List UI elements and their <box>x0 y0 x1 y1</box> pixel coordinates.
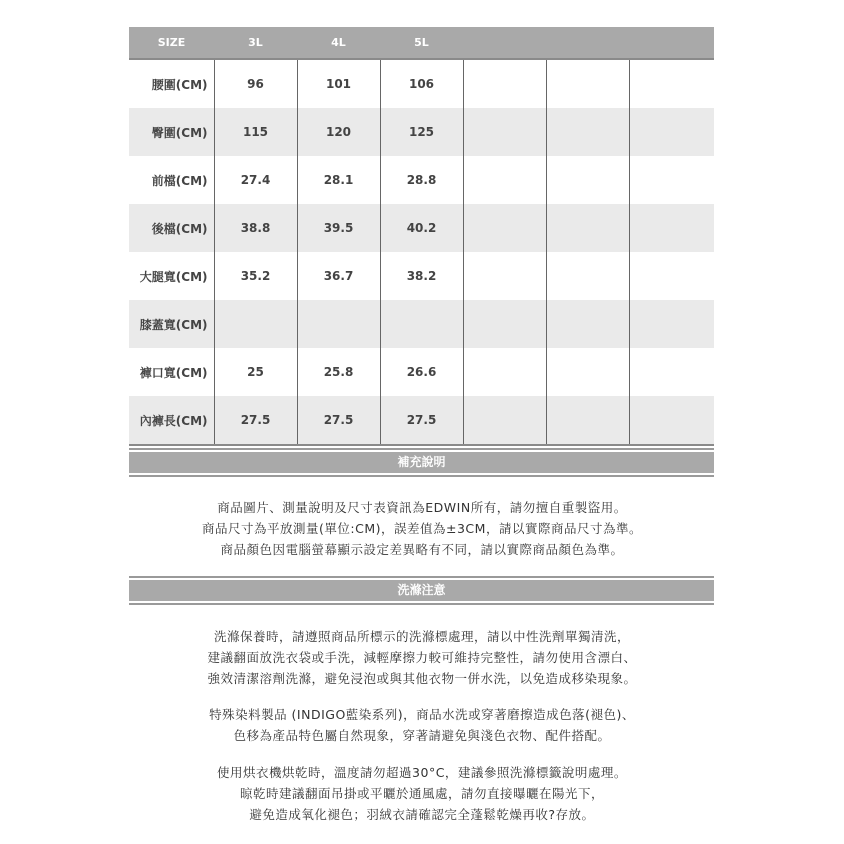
cell-empty <box>629 252 714 300</box>
cell-value: 120 <box>297 108 380 156</box>
cell-empty <box>463 108 546 156</box>
washing-line: 使用烘衣機烘乾時，溫度請勿超過30°C，建議參照洗滌標籤說明處理。 <box>217 765 627 780</box>
cell-value: 38.2 <box>380 252 463 300</box>
cell-empty <box>546 156 629 204</box>
cell-value: 26.6 <box>380 348 463 396</box>
cell-value: 36.7 <box>297 252 380 300</box>
header-empty <box>546 27 629 59</box>
washing-line: 避免造成氧化褪色；羽絨衣請確認完全蓬鬆乾燥再收?存放。 <box>249 807 595 822</box>
cell-empty <box>629 396 714 445</box>
washing-line: 建議翻面放洗衣袋或手洗，減輕摩擦力較可維持完整性，請勿使用含漂白、 <box>207 650 637 665</box>
cell-empty <box>546 252 629 300</box>
cell-empty <box>546 59 629 108</box>
row-label: 內褲長(CM) <box>129 396 214 445</box>
table-row <box>129 156 714 204</box>
cell-empty <box>463 396 546 445</box>
cell-value: 25.8 <box>297 348 380 396</box>
row-label: 腰圍(CM) <box>129 59 214 108</box>
cell-empty <box>546 300 629 348</box>
header-size: SIZE <box>129 27 214 59</box>
cell-empty <box>463 300 546 348</box>
header-empty <box>629 27 714 59</box>
cell-value: 96 <box>214 59 297 108</box>
header-5l: 5L <box>380 27 463 59</box>
size-table-header <box>129 27 714 59</box>
washing-paragraph <box>100 704 744 746</box>
cell-value: 28.1 <box>297 156 380 204</box>
row-label: 大腿寬(CM) <box>139 269 208 284</box>
cell-value <box>214 300 297 348</box>
cell-value: 40.2 <box>380 204 463 252</box>
cell-value: 25 <box>214 348 297 396</box>
cell-empty <box>546 396 629 445</box>
washing-paragraph <box>100 762 744 825</box>
washing-line: 色移為產品特色屬自然現象，穿著請避免與淺色衣物、配件搭配。 <box>233 728 611 743</box>
supplement-title-bar <box>129 452 714 473</box>
cell-empty <box>463 204 546 252</box>
washing-paragraph <box>100 626 744 689</box>
cell-empty <box>546 108 629 156</box>
header-4l: 4L <box>297 27 380 59</box>
cell-value: 28.8 <box>380 156 463 204</box>
cell-value: 38.8 <box>214 204 297 252</box>
table-row <box>129 252 714 300</box>
cell-empty <box>463 156 546 204</box>
row-label: 臀圍(CM) <box>129 108 214 156</box>
cell-value <box>380 300 463 348</box>
cell-empty <box>546 204 629 252</box>
size-table <box>129 27 714 446</box>
header-3l: 3L <box>214 27 297 59</box>
washing-title-bar <box>129 580 714 601</box>
cell-value: 27.5 <box>380 396 463 445</box>
cell-value <box>297 300 380 348</box>
row-label: 膝蓋寬(CM) <box>129 300 214 348</box>
table-row <box>129 348 714 396</box>
cell-value: 115 <box>214 108 297 156</box>
supplement-notes <box>100 497 744 560</box>
washing-line: 強效清潔溶劑洗滌，避免浸泡或與其他衣物一併水洗，以免造成移染現象。 <box>207 671 637 686</box>
cell-empty <box>463 59 546 108</box>
washing-line: 特殊染料製品 (INDIGO藍染系列)，商品水洗或穿著磨擦造成色落(褪色)、 <box>209 707 635 722</box>
cell-empty <box>463 348 546 396</box>
cell-empty <box>546 348 629 396</box>
cell-empty <box>629 156 714 204</box>
washing-line: 洗滌保養時，請遵照商品所標示的洗滌標處理，請以中性洗劑單獨清洗， <box>213 629 630 644</box>
supplement-line: 商品圖片、測量說明及尺寸表資訊為EDWIN所有，請勿擅自重製盜用。 <box>217 500 627 515</box>
cell-value: 106 <box>380 59 463 108</box>
header-empty <box>463 27 546 59</box>
table-row <box>129 396 714 445</box>
cell-value: 39.5 <box>297 204 380 252</box>
cell-value: 27.5 <box>214 396 297 445</box>
cell-empty <box>629 59 714 108</box>
washing-title: 洗滌注意 <box>397 583 446 597</box>
table-row <box>129 204 714 252</box>
cell-value: 101 <box>297 59 380 108</box>
row-label: 褲口寬(CM) <box>139 365 208 380</box>
table-row <box>129 108 714 156</box>
cell-value: 35.2 <box>214 252 297 300</box>
cell-empty <box>629 204 714 252</box>
washing-line: 晾乾時建議翻面吊掛或平曬於通風處，請勿直接曝曬在陽光下， <box>239 786 604 801</box>
cell-empty <box>629 348 714 396</box>
supplement-title: 補充說明 <box>397 455 446 469</box>
cell-value: 125 <box>380 108 463 156</box>
row-label: 前檔(CM) <box>151 173 208 188</box>
cell-empty <box>629 300 714 348</box>
cell-value: 27.5 <box>297 396 380 445</box>
table-row <box>129 59 714 108</box>
supplement-line: 商品尺寸為平放測量(單位:CM)，誤差值為±3CM，請以實際商品尺寸為準。 <box>202 521 642 536</box>
cell-empty <box>629 108 714 156</box>
cell-empty <box>463 252 546 300</box>
supplement-line: 商品顏色因電腦螢幕顯示設定差異略有不同，請以實際商品顏色為準。 <box>220 542 624 557</box>
table-row <box>129 300 714 348</box>
cell-value: 27.4 <box>214 156 297 204</box>
row-label: 後檔(CM) <box>129 204 214 252</box>
